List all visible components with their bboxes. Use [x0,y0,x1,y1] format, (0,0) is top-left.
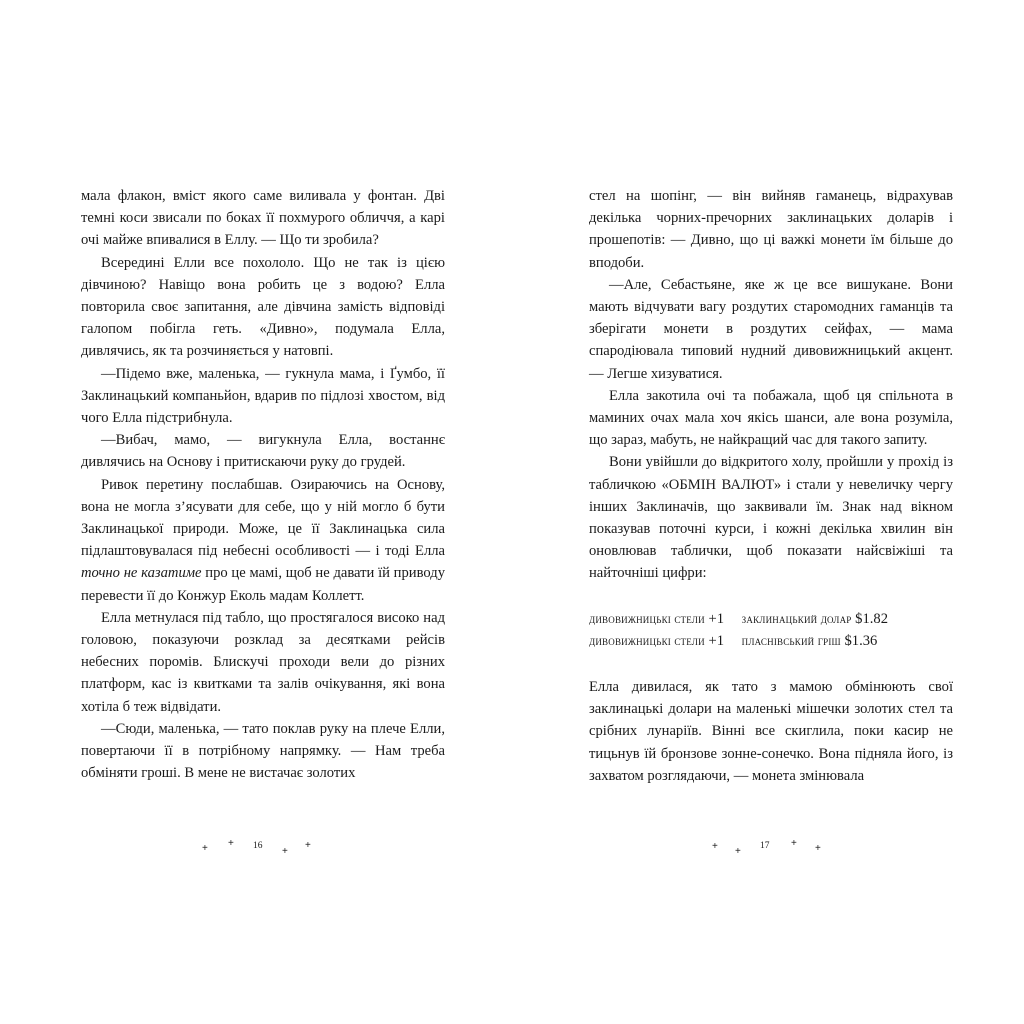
left-paragraph-6: Елла метнулася під табло, що простягалося високо над головою, показуючи розклад за десятками рейсів небесних поромів. Блискучі проходи вели до різних платформ, кас із квитками та залів очікування, які вона хотіла б теж відвідати. [81,609,445,715]
right-paragraph-1: стел на шопінг, — він вийняв гаманець, відрахував декілька чорних-пречорних заклинацьких доларів і прошепотів: — Дивно, що ці важкі монети їм більше до вподоби. [589,188,953,271]
left-italic-phrase: точно не казатиме [81,565,202,582]
right-paragraph-5: Елла дивилася, як тато з мамою обмінюють свої заклинацькі долари на маленькі мішечки золотих стел та срібних лунаріїв. Вінні все скиглила, поки касир не тицьнув їй бронзове зонне-сонечко. Вона підняла його, із захватом розглядаючи, — монета змінювала [589,679,953,784]
left-paragraph-3: —Підемо вже, маленька, — гукнула мама, і Ґумбо, її Заклинацький компаньйон, вдарив по підлозі хвостом, від чого Елла підстрибнула. [81,365,445,427]
sparkle-star-icon: + [228,838,234,849]
left-paragraph-1: мала флакон, вміст якого саме виливала у фонтан. Дві темні коси звисали по боках її похмурого обличчя, а карі очі майже впивалися в Еллу. — Що ти зробила? [81,188,445,249]
exchange-rates-table [589,608,953,652]
left-paragraph-5-end: про це мамі, щоб не давати їй приводу перевести її до Конжур Еколь мадам Коллетт. [81,565,445,604]
right-page-folio [700,838,880,866]
sparkle-star-icon: + [815,843,821,854]
rate-from-currency: дивовижницькі стели [589,611,705,626]
left-paragraph-2: Всередині Елли все похололо. Що не так із цією дівчиною? Навіщо вона робить це з водою? Елла повторила своє запитання, але дівчина замість відповіді галопом побігла геть. «Дивно», подумала Елла, дивлячись, як та розчиняється у натовпі. [81,254,445,360]
rate-from-currency: дивовижницькі стели [589,633,705,648]
exchange-rate-row-1 [589,608,953,630]
left-page-folio [192,838,372,866]
right-page [589,185,953,787]
left-paragraph-5 [81,474,445,607]
left-paragraph-5-start: Ривок перетину послабшав. Озираючись на Основу, вона не могла з’ясувати для себе, що у ній могло б бути Заклинацької природи. Може, це її Заклинацька сила підлаштовувалася під небесні особливості — і тоді Елла [81,476,445,560]
rate-to-currency: пласнівський гріш [741,633,841,648]
sparkle-star-icon: + [305,840,311,851]
right-paragraph-4: Вони увійшли до відкритого холу, пройшли у прохід із табличкою «ОБМІН ВАЛЮТ» і стали у невеличку чергу інших Заклиначів, що заквивали їм. Знак над вікном показував поточні курси, і кожні декілька хвилин він оновлював таблички, щоб показати найсвіжіші та найточніші цифри: [589,454,953,582]
sparkle-star-icon: + [712,841,718,852]
left-page [81,185,445,784]
sparkle-star-icon: + [282,846,288,857]
right-paragraph-2: —Але, Себастьяне, яке ж це все вишукане. Вони мають відчувати вагу роздутих старомодних гаманців та зберігати монети в роздутих сейфах, — мама спародіювала типовий нудний дивовижницький акцент. — Легше хизуватися. [589,276,953,382]
rate-to-value: $1.36 [844,632,878,649]
sparkle-star-icon: + [735,846,741,857]
left-paragraph-7: —Сюди, маленька, — тато поклав руку на плече Елли, повертаючи її в потрібному напрямку. — Нам треба обміняти гроші. В мене не вистачає золотих [81,720,445,782]
right-page-number: 17 [760,841,770,851]
left-page-number: 16 [253,841,263,851]
sparkle-star-icon: + [791,838,797,849]
sparkle-star-icon: + [202,843,208,854]
rate-to-currency: заклинацький долар [741,611,852,626]
rate-to-value: $1.82 [855,610,888,627]
rate-from-value: +1 [708,610,724,627]
left-paragraph-4: —Вибач, мамо, — вигукнула Елла, востаннє дивлячись на Основу і притискаючи руку до грудей. [81,432,445,471]
exchange-rate-row-2 [589,630,953,652]
rate-from-value: +1 [708,632,724,649]
right-paragraph-3: Елла закотила очі та побажала, щоб ця спільнота в маминих очах мала хоч якісь шанси, але вона розуміла, що зараз, мабуть, не найкращий час для такого запиту. [589,387,953,449]
